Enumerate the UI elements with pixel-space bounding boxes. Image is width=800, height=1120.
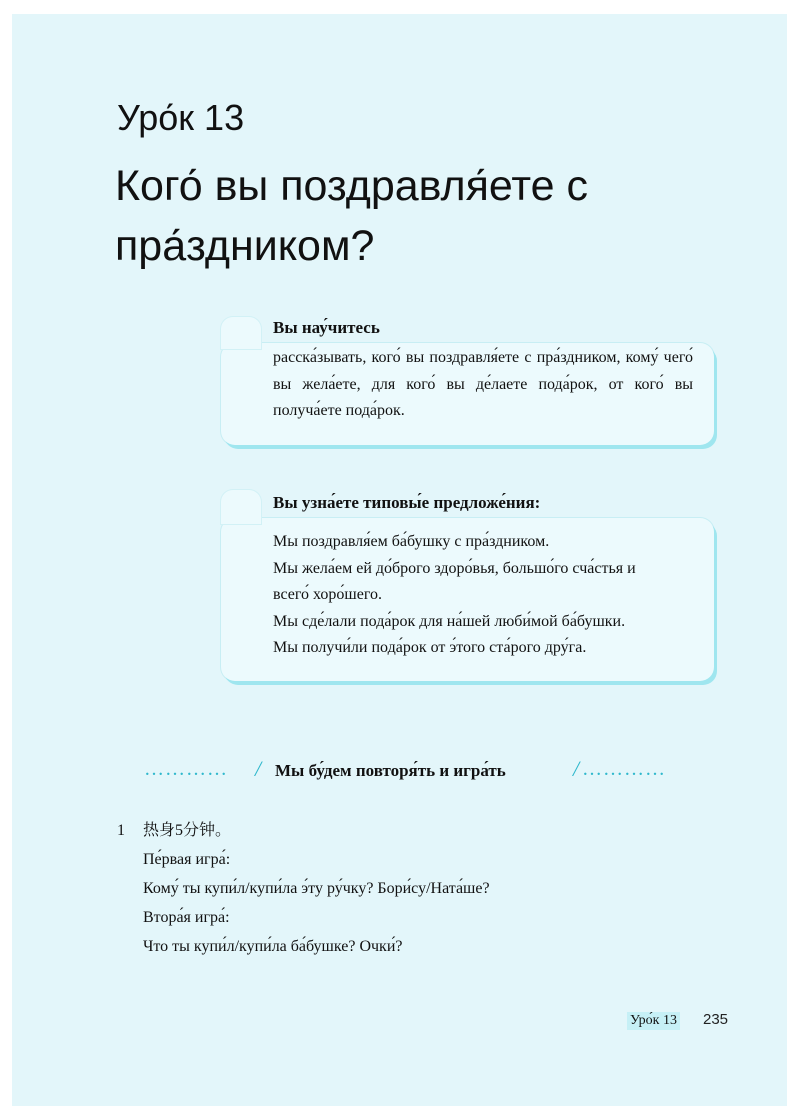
exercise-lines bbox=[143, 816, 490, 961]
learn-box-tab bbox=[221, 317, 261, 349]
patterns-box-tab bbox=[221, 490, 261, 524]
learn-box-text: расска́зывать, кого́ вы поздравля́ете с пра́здником, кому́ чего́ вы жела́ете, для кого́ вы де́лаете пода́рок, от кого́ вы получа́ете пода́рок. bbox=[273, 349, 693, 419]
section-dots-left: ………… bbox=[144, 758, 228, 780]
exercise-number: 1 bbox=[117, 822, 125, 839]
lesson-title: Кого́ вы поздравля́ете с пра́здником? bbox=[115, 162, 588, 270]
exercise-line: Что ты купи́л/купи́ла ба́бушке? Очки́? bbox=[143, 938, 403, 955]
pattern-sentence: всего́ хоро́шего. bbox=[273, 586, 382, 603]
exercise-line: Втора́я игра́: bbox=[143, 909, 230, 926]
lesson-number: Уро́к 13 bbox=[117, 97, 245, 138]
pattern-sentence: Мы получи́ли пода́рок от э́того ста́рого дру́га. bbox=[273, 639, 587, 656]
exercise-line: Пе́рвая игра́: bbox=[143, 851, 231, 868]
section-slash-left: / bbox=[255, 756, 262, 781]
pattern-sentence: Мы поздравля́ем ба́бушку с пра́здником. bbox=[273, 533, 550, 550]
patterns-box-sentences bbox=[273, 529, 703, 662]
exercise-instruction: 热身5分钟。 bbox=[143, 822, 232, 839]
section-title: Мы бу́дем повторя́ть и игра́ть bbox=[275, 761, 506, 780]
footer-lesson-label: Уро́к 13 bbox=[627, 1012, 680, 1030]
pattern-sentence: Мы сде́лали пода́рок для на́шей люби́мой ба́бушки. bbox=[273, 612, 626, 630]
learn-box-heading: Вы нау́читесь bbox=[273, 318, 380, 337]
exercise-line: Кому́ ты купи́л/купи́ла э́ту ру́чку? Бори́су/Ната́ше? bbox=[143, 880, 490, 897]
patterns-box-heading: Вы узна́ете типовы́е предложе́ния: bbox=[273, 493, 541, 512]
pattern-sentence: Мы жела́ем ей до́брого здоро́вья, большо́го сча́стья и bbox=[273, 559, 636, 577]
section-dots-right: ………… bbox=[582, 758, 666, 780]
page-number: 235 bbox=[703, 1011, 729, 1028]
section-header bbox=[144, 758, 704, 788]
section-slash-right: / bbox=[573, 756, 580, 781]
